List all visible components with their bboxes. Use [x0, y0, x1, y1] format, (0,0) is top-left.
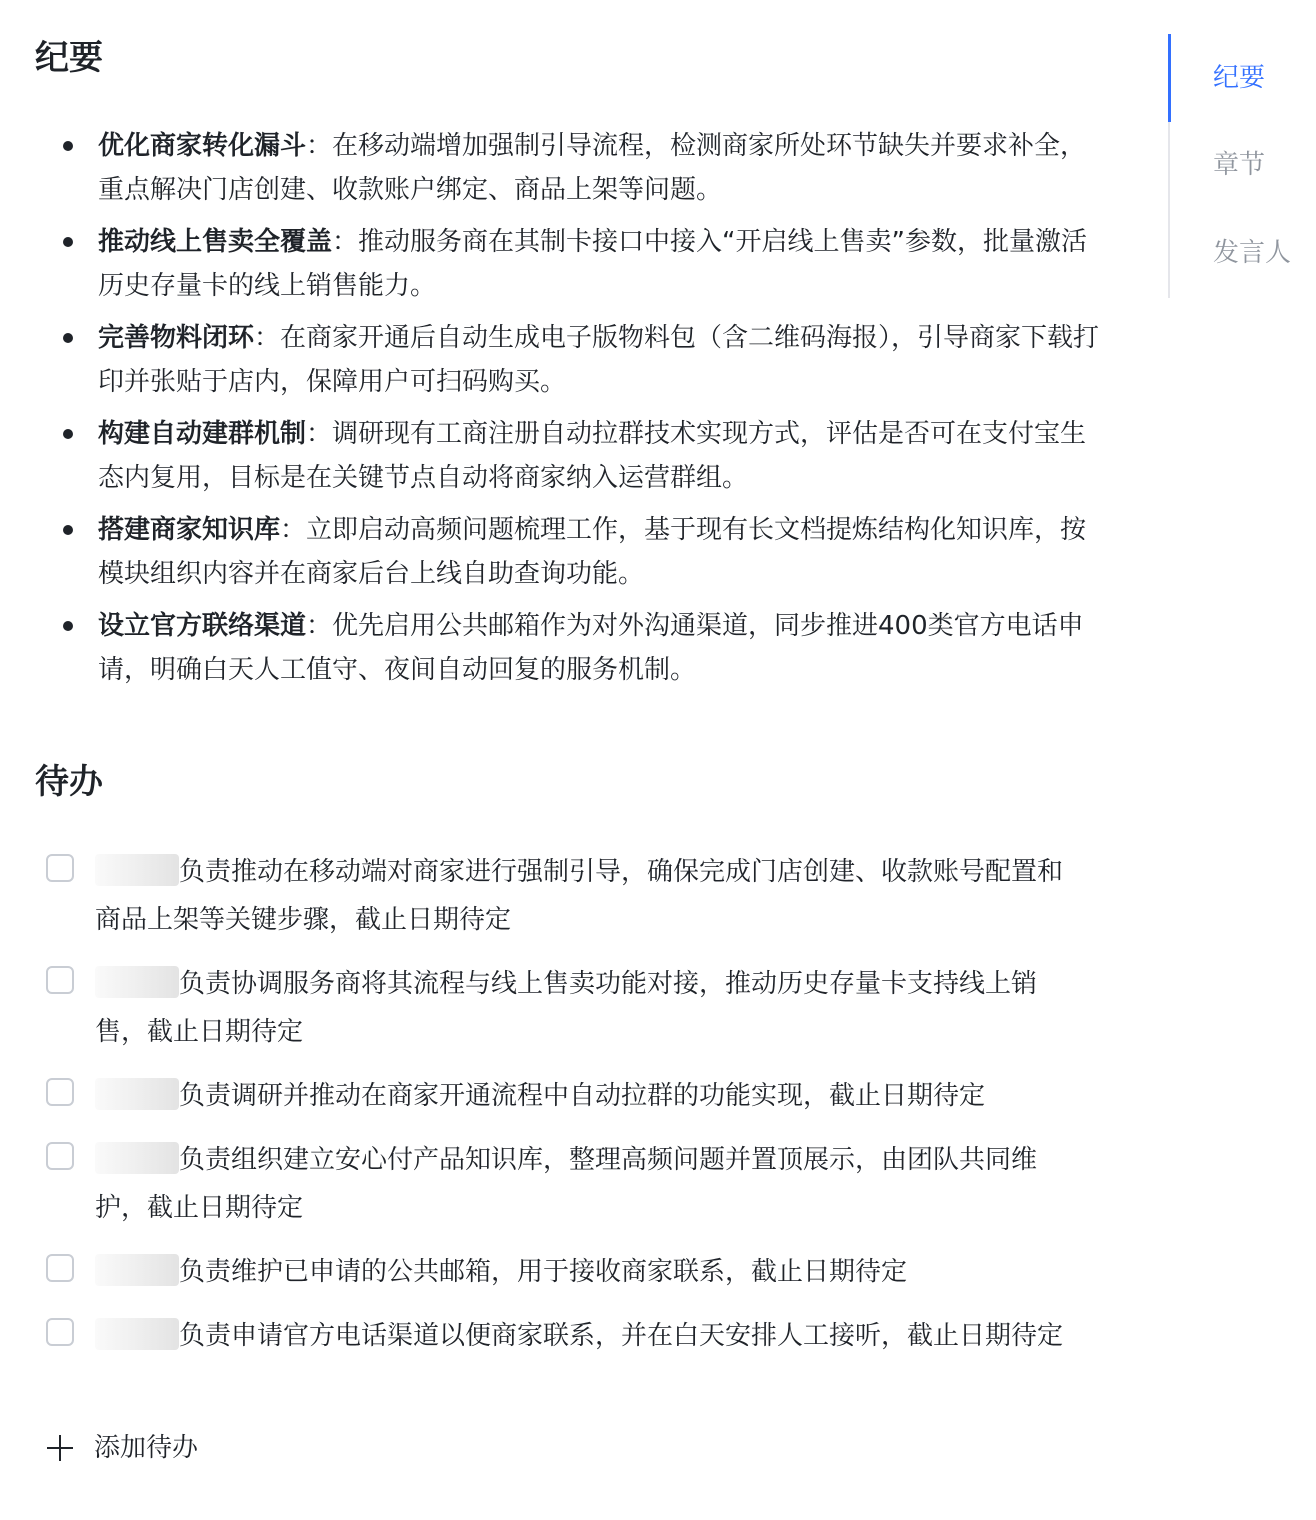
active-indicator — [1168, 34, 1171, 122]
todo-text: 负责推动在移动端对商家进行强制引导，确保完成门店创建、收款账号配置和商品上架等关键步骤，截止日期待定 — [95, 857, 1064, 935]
todo-item — [0, 1248, 1140, 1296]
todo-checkbox[interactable] — [46, 854, 74, 882]
summary-item-text: ：推动服务商在其制卡接口中接入“开启线上售卖”参数，批量激活历史存量卡的线上销售能力。 — [98, 227, 1087, 301]
add-todo-label: 添加待办 — [94, 1433, 199, 1463]
summary-item-text: ：优先启用公共邮箱作为对外沟通渠道，同步推进400类官方电话申请，明确白天人工值守、夜间自动回复的服务机制。 — [98, 611, 1084, 685]
toc-item-speakers[interactable]: 发言人 — [1213, 238, 1292, 268]
summary-item — [0, 508, 1140, 596]
summary-item-heading: 搭建商家知识库 — [98, 515, 281, 545]
todo-text: 负责申请官方电话渠道以便商家联系，并在白天安排人工接听，截止日期待定 — [179, 1321, 1064, 1351]
todo-list — [0, 848, 1140, 1360]
todo-text: 负责协调服务商将其流程与线上售卖功能对接，推动历史存量卡支持线上销售，截止日期待定 — [95, 969, 1038, 1047]
todo-checkbox[interactable] — [46, 1142, 74, 1170]
summary-item-heading: 完善物料闭环 — [98, 323, 255, 353]
plus-icon — [46, 1434, 74, 1462]
bullet-icon — [63, 237, 73, 247]
assignee-avatar[interactable] — [95, 1142, 179, 1174]
assignee-avatar[interactable] — [95, 1318, 179, 1350]
bullet-icon — [63, 429, 73, 439]
todo-checkbox[interactable] — [46, 1318, 74, 1346]
toc-item-chapters[interactable]: 章节 — [1213, 150, 1266, 180]
assignee-avatar[interactable] — [95, 1078, 179, 1110]
summary-item-text: ：调研现有工商注册自动拉群技术实现方式，评估是否可在支付宝生态内复用，目标是在关键节点自动将商家纳入运营群组。 — [98, 419, 1087, 493]
todo-text: 负责维护已申请的公共邮箱，用于接收商家联系，截止日期待定 — [179, 1257, 908, 1287]
summary-item-heading: 设立官方联络渠道 — [98, 611, 307, 641]
todo-item — [0, 1312, 1140, 1360]
summary-item-text: ：在移动端增加强制引导流程，检测商家所处环节缺失并要求补全，重点解决门店创建、收款账户绑定、商品上架等问题。 — [98, 131, 1087, 205]
bullet-icon — [63, 621, 73, 631]
todo-item — [0, 960, 1140, 1056]
todo-text: 负责组织建立安心付产品知识库，整理高频问题并置顶展示，由团队共同维护，截止日期待定 — [95, 1145, 1038, 1223]
add-todo-button[interactable] — [46, 1428, 198, 1468]
todo-checkbox[interactable] — [46, 1254, 74, 1282]
assignee-avatar[interactable] — [95, 854, 179, 886]
summary-item — [0, 124, 1140, 212]
todo-text: 负责调研并推动在商家开通流程中自动拉群的功能实现，截止日期待定 — [179, 1081, 986, 1111]
summary-item — [0, 604, 1140, 692]
todo-item — [0, 1072, 1140, 1120]
bullet-icon — [63, 525, 73, 535]
summary-item-text: ：立即启动高频问题梳理工作，基于现有长文档提炼结构化知识库，按模块组织内容并在商家后台上线自助查询功能。 — [98, 515, 1087, 589]
summary-item — [0, 316, 1140, 404]
summary-title: 纪要 — [35, 38, 103, 78]
todo-title: 待办 — [35, 762, 103, 802]
todo-item — [0, 1136, 1140, 1232]
assignee-avatar[interactable] — [95, 966, 179, 998]
todo-checkbox[interactable] — [46, 1078, 74, 1106]
summary-item — [0, 412, 1140, 500]
bullet-icon — [63, 141, 73, 151]
summary-item-heading: 推动线上售卖全覆盖 — [98, 227, 333, 257]
summary-item-heading: 优化商家转化漏斗 — [98, 131, 307, 161]
todo-item — [0, 848, 1140, 944]
toc-item-summary[interactable]: 纪要 — [1213, 63, 1266, 93]
assignee-avatar[interactable] — [95, 1254, 179, 1286]
todo-checkbox[interactable] — [46, 966, 74, 994]
summary-item-text: ：在商家开通后自动生成电子版物料包（含二维码海报），引导商家下载打印并张贴于店内，保障用户可扫码购买。 — [98, 323, 1100, 397]
summary-item-heading: 构建自动建群机制 — [98, 419, 307, 449]
summary-item — [0, 220, 1140, 308]
summary-list — [0, 124, 1140, 700]
outline-nav — [1168, 34, 1316, 298]
bullet-icon — [63, 333, 73, 343]
